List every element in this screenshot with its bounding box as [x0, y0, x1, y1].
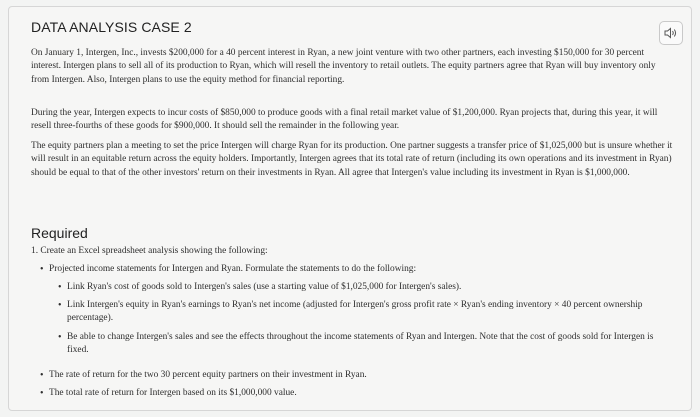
- transfer-price-paragraph: The equity partners plan a meeting to set the price Intergen will charge Ryan for its production. One partner suggests a transfer price of $1,025,000 but is unsure whether it will result in an equitable return across the equity holders. Importantly, Intergen agrees that its total rate of return (including its own operations and its investment in Ryan) should be equal to that of the other investors' return on their investments in Ryan. All agree that Intergen's value including its investment in Ryan is $1,000,000.: [31, 141, 673, 178]
- bullet-partner-return: • The rate of return for the two 30 percent equity partners on their investment in Ryan.: [49, 369, 671, 382]
- requirement-1: 1. Create an Excel spreadsheet analysis showing the following:: [31, 246, 268, 256]
- intro-paragraph: On January 1, Intergen, Inc., invests $200,000 for a 40 percent interest in Ryan, a new joint venture with two other partners, each investing $150,000 for 30 percent interest. Intergen plans to sell all of its production to Ryan, which will resell the inventory to retail outlets. The equity partners agree that Ryan will buy inventory only from Intergen. Also, Intergen plans to use the equity method for financial reporting.: [31, 48, 656, 85]
- case-panel: [8, 6, 692, 411]
- audio-button[interactable]: [659, 21, 683, 45]
- sub-bullet-link-equity: • Link Intergen's equity in Ryan's earnings to Ryan's net income (adjusted for Intergen's gross profit rate × Ryan's ending inventory × 40 percent ownership percentage).: [67, 299, 671, 326]
- case-title: DATA ANALYSIS CASE 2: [31, 19, 192, 35]
- required-heading: Required: [31, 225, 88, 241]
- sub-bullet-change-sales: • Be able to change Intergen's sales and see the effects throughout the income statements of Ryan and Intergen. Note that the cost of goods sold for Intergen is fixed.: [67, 331, 671, 358]
- sub-bullet-link-cogs: • Link Ryan's cost of goods sold to Intergen's sales (use a starting value of $1,025,000 for Intergen's sales).: [67, 281, 671, 294]
- bullet-income-statements: • Projected income statements for Intergen and Ryan. Formulate the statements to do the following:: [49, 263, 671, 276]
- bullet-intergen-return: • The total rate of return for Intergen based on its $1,000,000 value.: [49, 387, 671, 400]
- speaker-icon: [664, 27, 678, 39]
- expectations-paragraph: During the year, Intergen expects to incur costs of $850,000 to produce goods with a final retail market value of $1,200,000. Ryan projects that, during this year, it will resell three-fourths of these goods for $900,000. It should sell the remainder in the following year.: [31, 108, 658, 132]
